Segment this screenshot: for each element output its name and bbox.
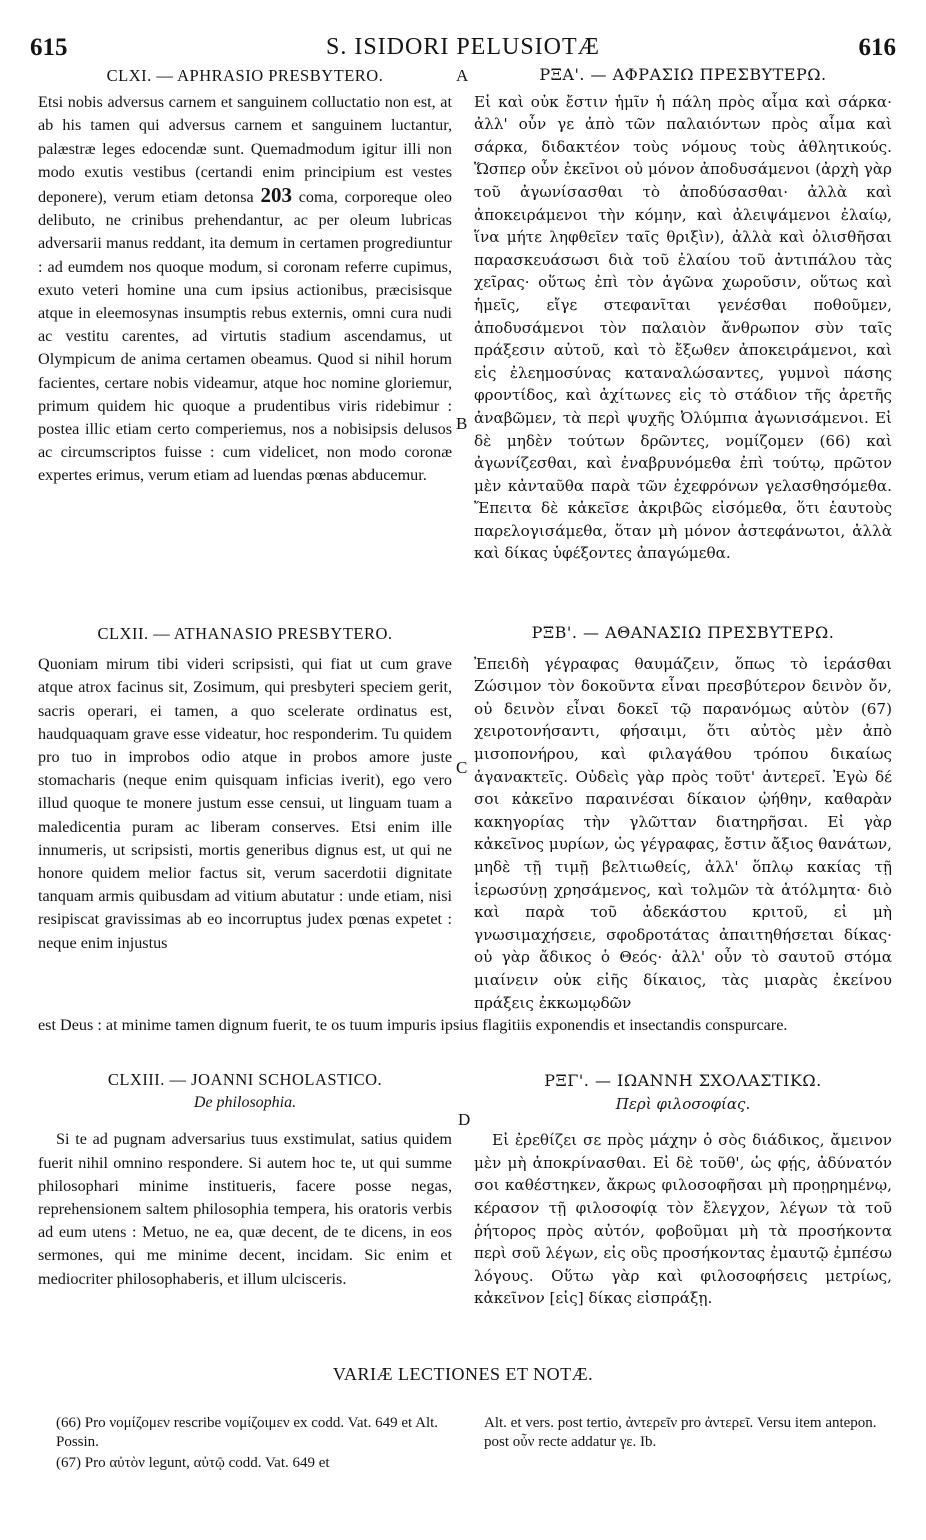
letter-title-greek: ΡΞΓ'. — ΙΩΑΝΝΗ ΣΧΟΛΑΣΤΙΚΩ. <box>544 1071 822 1090</box>
margin-letter-b: B <box>456 414 468 433</box>
letter-163-latin <box>38 1068 452 1291</box>
note-66: (66) Pro νομίζομεν rescribe νομίζοιμεν ex codd. Vat. 649 et Alt. Possin. <box>56 1415 439 1450</box>
letter-163-greek <box>474 1070 892 1310</box>
note-67: (67) Pro αὐτὸν legunt, αὐτῷ codd. Vat. 649 et <box>56 1455 330 1471</box>
letter-body-greek: Ἐπειδὴ γέγραφας θαυμάζειν, ὅπως τὸ ἱεράσθαι Ζώσιμον τὸν δοκοῦντα εἶναι πρεσβύτερον δεινὸν ὄν, οὐ δεινὸν εἶναι δοκεῖ τῷ παρανόμως αὐτὸν (67) χειροτονήσαντι, φήσαιμι, ὅτι αὐτὸς μὲν ἀπὸ μισοπονήρου, καὶ φιλαγάθου τρόπου δικαίως ἀγανακτεῖς. Οὐδεὶς γὰρ πρὸς τοῦτ' ἀντερεῖ. Ἐγὼ δέ σοι κἀκεῖνο παραινέσαι δίκαιον ᾠήθην, καθαρὰν κακηγορίας τὴν γλῶτταν διατηρῆσαι. Εἰ γὰρ κἀκεῖνος μυρίων, ὡς γέγραφας, ἔστιν ἄξιος θανάτων, μηδὲ τῇ τιμῇ βελτιωθείς, ἀλλ' ὅπλῳ κακίας τῇ ἱερωσύνῃ χρησάμενος, καὶ τολμῶν τὰ ἀτόλμητα· διὸ καὶ παρὰ τοῦ ἀδεκάστου κριτοῦ, εἰ μὴ γνωσιμαχήσειε, σφοδροτάτας ἀπαιτηθήσεται δίκας· οὐ γὰρ ἄδικος ὁ Θεός· ἀλλ' οὖν τὸ σαυτοῦ στόμα μιαίνειν οὐκ εἰῆς δίκαιος, τὰς μιαρὰς ἐκείνου πράξεις ἐκκωμῳδῶν <box>474 654 892 1012</box>
page-number-left: 615 <box>30 34 68 61</box>
letter-title-greek: ΡΞΑ'. — ΑΦΡΑΣΙΩ ΠΡΕΣΒΥΤΕΡΩ. <box>539 65 827 84</box>
letter-title-latin: CLXII. — ATHANASIO PRESBYTERO. <box>97 624 393 643</box>
letter-body-latin: Quoniam mirum tibi videri scripsisti, qui fiat ut cum grave atque atrox facinus sit, Zosimum, qui presbyteri speciem gerit, sacris operari, ei tamen, a quo scelerate ordinatus est, haudquaquam grave esse videatur, hoc responderim. Tu quidem pro tuo in improbos odio atque in probos amore juste stomacharis (neque enim quisquam inficias iverit), ego vero illud quoque te monere justum esse censui, ut linguam tuam a maledicentia puram ac liberam conserves. Etsi enim ille innumeris, ut scripsisti, mortis generibus dignus est, ut qui ne honore quidem melior factus sit, verum sacerdotii dignitate tanquam armis quibusdam ad vitium abutatur : unde etiam, nisi resipiscat gravissimas ab eo incorruptus judex pœnas expetet : neque enim injustus <box>38 655 452 952</box>
letter-162-greek <box>474 622 892 1014</box>
running-header <box>30 34 896 64</box>
letter-body-greek: Εἰ καὶ οὐκ ἔστιν ἡμῖν ἡ πάλη πρὸς αἷμα καὶ σάρκα· ἀλλ' οὖν γε ἀπὸ τῶν παλαιόντων πρὸς αἷμα καὶ σάρκα, διδακτέον τοὺς νόμους τοὺς ἀθλητικούς. Ὥσπερ οὖν ἐκεῖνοι οὐ μόνον ἀποδυσάμενοι (ἀρχὴ γὰρ τοῦ ἀγωνίσασθαι τὸ ἀποδύσασθαι· ἀλλὰ καὶ ἀποκειράμενοι τὴν κόμην, καὶ ἀλειψάμενοι ἐλαίῳ, ἵνα μήτε ληφθεῖεν ταῖς θριξὶν), ἀλλὰ καὶ ὀλισθῆσαι παρασκευάσωσι διὰ τοῦ ἐλαίου τοῦ ἀντιπάλου τὰς χεῖρας· οὕτως ἐπὶ τὸν ἀγῶνα χωροῦσιν, οὕτως καὶ ἡμεῖς, εἴγε στεφανῖται γενέσθαι ποθοῦμεν, ἀποδυσάμενοι τὸν παλαιὸν ἄνθρωπον σὺν ταῖς πράξεσιν αὐτοῦ, καὶ τὸ ἔξωθεν ἀποκειράμενοι, καὶ εἰς ἐλεημοσύνας καταναλώσαντες, γυμνοὶ πάσης φροντίδος, καὶ ἀχίτωνες εἰς τὸ στάδιον τῆς ἀρετῆς ἀναβῶμεν, τὰ περὶ ψυχῆς Ὀλύμπια ἀγωνισάμενοι. Εἰ δὲ μηδὲν τούτων δρῶντες, νομίζομεν (66) καὶ ἀγωνίζεσθαι, καὶ ἐναβρυνόμεθα ἐπὶ τούτῳ, πρῶτον μὲν κἀνταῦθα παρὰ τῶν ἐχεφρόνων γελασθησόμεθα. Ἔπειτα δὲ κἀκεῖσε ἀκριβῶς εἰσόμεθα, ὅτι ἑαυτοὺς παρελογισάμεθα, ὅταν μὴ μόνον ἀστεφάνωτοι, ἀλλὰ καὶ δίκας ὑφέξοντες ἀπαγώμεθα. <box>474 92 892 563</box>
margin-letter-c: C <box>456 758 468 777</box>
notes-title: VARIÆ LECTIONES ET NOTÆ. <box>332 1364 594 1384</box>
letter-title-latin: CLXIII. — JOANNI SCHOLASTICO. <box>107 1070 383 1089</box>
letter-title-latin: CLXI. — APHRASIO PRESBYTERO. <box>106 66 384 85</box>
letter-161-greek <box>474 64 892 565</box>
letter-text-part: coma, corporeque oleo delibuto, ne crinibus prehendantur, ac per oleum lubricas adversarii manus reddant, ita demum in certamen progrediuntur : ad eumdem nos quoque modum, si coronam referre cupimus, exuto veteri homine una cum ipsius actionibus, præcisisque atque in eleemosynas insumptis rebus externis, omni cura nudi ac vestitu carentes, ad virtutis stadium ascendamus, ut Olympicum de anima certamen obeamus. Quod si nihil horum facientes, certare nobis videamur, atque hoc nomine gloriemur, primum quidem hic quoque a prudentibus viris ridebimur : postea illic etiam certo comperiemus, nos a nobisipsis delusos ac circumscriptos fuisse : cum videlicet, non modo coronæ expertes erimus, verum etiam ad luendas pœnas abducemur. <box>38 188 453 485</box>
letter-body-latin <box>38 91 452 487</box>
running-title: S. ISIDORI PELUSIOTÆ <box>325 34 600 60</box>
margin-letter-a: A <box>456 66 469 85</box>
letter-subtitle-greek: Περὶ φιλοσοφίας. <box>615 1094 751 1113</box>
margin-letter-d: D <box>458 1110 471 1129</box>
letter-subtitle-latin: De philosophia. <box>193 1094 297 1112</box>
note-continuation: Alt. et vers. post tertio, ἀντερεῖν pro ἀντερεῖ. Versu item antepon. post οὖν recte addatur γε. Ib. <box>484 1415 877 1450</box>
letter-title-greek: ΡΞΒ'. — ΑΘΑΝΑΣΙΩ ΠΡΕΣΒΥΤΕΡΩ. <box>531 623 835 642</box>
letter-162-latin <box>38 622 452 955</box>
letter-body-greek: Εἰ ἐρεθίζει σε πρὸς μάχην ὁ σὸς διάδικος, ἄμεινον μὲν μὴ ἀποκρίνασθαι. Εἰ δὲ τοῦθ', ὡς φῄς, ἀδύνατόν σοι καθέστηκεν, ἄκρως φιλοσοφῆσαι μὴ προῃρημένῳ, κέρασον τῇ φιλοσοφίᾳ τὸν ἔλεγχον, λέγων τὰ τοῦ ῥήτορος πρὸς αὐτόν, φοβοῦμαι μὴ τὰ προσήκοντα περὶ σοῦ λέγων, εἰς οὓς προσήκοντας ἐμαυτῷ ἐμπέσω λόγους. Οὕτω γὰρ καὶ φιλοσοφήσεις μετρίως, κἀκεῖνον [εἰς] δίκας εἰσπράξῃ. <box>474 1131 892 1308</box>
letter-161-latin <box>38 64 452 488</box>
letter-text-part: Etsi nobis adversus carnem et sanguinem colluctatio non est, at ab his tamen qui adversus carnem et sanguinem luctantur, palæstræ leges edocendæ sunt. Quemadmodum igitur illi non modo exutis vestibus (certandi enim principium est vestes deponere), verum etiam detonsa <box>38 93 452 207</box>
letter-162-latin-continuation: est Deus : at minime tamen dignum fuerit, te os tuum impuris ipsius flagitiis exponendis et insectandis conspurcare. <box>38 1016 788 1034</box>
page-number-right: 616 <box>858 34 896 61</box>
column-number: 203 <box>260 183 292 208</box>
letter-body-latin: Si te ad pugnam adversarius tuus exstimulat, satius quidem fuerit nihil omnino respondere. Si autem hoc te, ut qui summe philosophari minime institueris, facere posse negas, reprehensionem saltem philosophia tempera, his oratoris verbis ad eum utens : Metuo, ne ea, quæ decent, de te dicens, in eos sermones, qui me minime decent, incidam. Sic enim et mediocriter philosophaberis, et illum ulcisceris. <box>38 1130 452 1288</box>
